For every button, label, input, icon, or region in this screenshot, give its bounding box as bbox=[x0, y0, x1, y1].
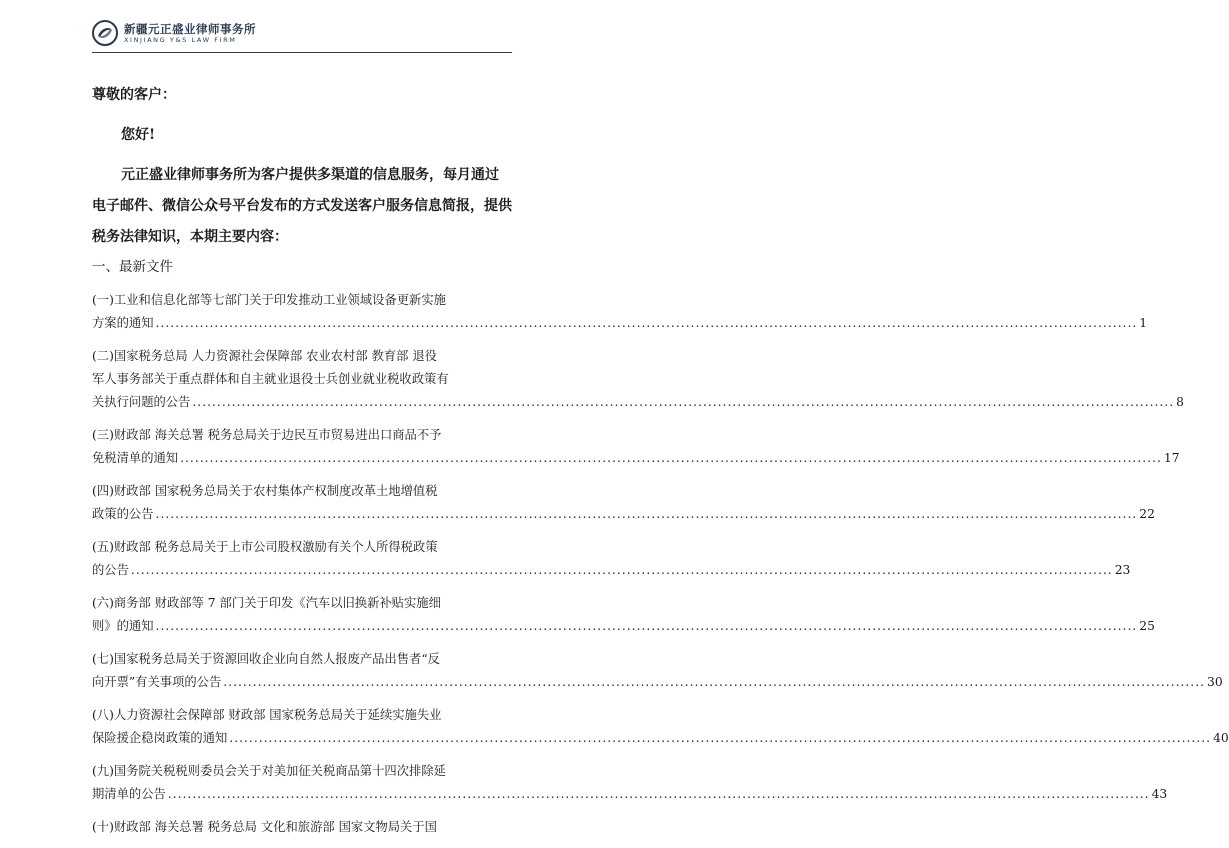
toc-entry-title-end: 政策的公告 bbox=[92, 507, 154, 521]
toc-entry-last-line bbox=[92, 391, 1184, 414]
salutation: 尊敬的客户： bbox=[92, 87, 176, 103]
toc-entry-title-end: 免税清单的通知 bbox=[92, 451, 179, 465]
firm-logo-icon bbox=[92, 20, 118, 46]
toc-page-number: 30 bbox=[1207, 675, 1223, 689]
toc-entry[interactable] bbox=[92, 704, 1229, 750]
toc-entry-line: (五)财政部 税务总局关于上市公司股权激励有关个人所得税政策 bbox=[92, 540, 438, 554]
letter-body bbox=[92, 70, 1229, 839]
toc-entry[interactable] bbox=[92, 816, 512, 839]
toc-page-number: 25 bbox=[1139, 619, 1155, 633]
toc-entry-line: (十)财政部 海关总署 税务总局 文化和旅游部 国家文物局关于国 bbox=[92, 820, 437, 834]
toc-entry-line: (八)人力资源社会保障部 财政部 国家税务总局关于延续实施失业 bbox=[92, 708, 442, 722]
toc-entry-last-line bbox=[92, 615, 1155, 638]
toc-entry-title-end: 向开票”有关事项的公告 bbox=[92, 675, 222, 689]
toc-entry-title-end: 则》的通知 bbox=[92, 619, 154, 633]
toc-entry[interactable] bbox=[92, 760, 1168, 806]
toc-entry-line: 军人事务部关于重点群体和自主就业退役士兵创业就业税收政策有 bbox=[92, 372, 449, 386]
toc-entry-line: (三)财政部 海关总署 税务总局关于边民互市贸易进出口商品不予 bbox=[92, 428, 442, 442]
toc-page-number: 40 bbox=[1213, 731, 1229, 745]
toc-leader-dots: ........................................................................................................................................................................................................ bbox=[192, 395, 1175, 409]
toc-entry-line: (六)商务部 财政部等 7 部门关于印发《汽车以旧换新补贴实施细 bbox=[92, 596, 441, 610]
toc-entry-title-end: 的公告 bbox=[92, 563, 129, 577]
toc-page-number: 8 bbox=[1176, 395, 1184, 409]
toc-leader-dots: ........................................................................................................................................................................................................ bbox=[167, 787, 1150, 801]
toc-leader-dots: ........................................................................................................................................................................................................ bbox=[130, 563, 1113, 577]
toc-entry-line: (七)国家税务总局关于资源回收企业向自然人报废产品出售者“反 bbox=[92, 652, 440, 666]
toc-entry-title-end: 方案的通知 bbox=[92, 316, 154, 330]
toc-page-number: 23 bbox=[1114, 563, 1131, 577]
toc-entry[interactable] bbox=[92, 345, 1184, 414]
toc-entry-title-end: 期清单的公告 bbox=[92, 787, 166, 801]
firm-name-cn: 新疆元正盛业律师事务所 bbox=[124, 22, 256, 36]
toc-entry-last-line bbox=[92, 727, 1229, 750]
toc-entry[interactable] bbox=[92, 648, 1223, 694]
toc-entry-line: (二)国家税务总局 人力资源社会保障部 农业农村部 教育部 退役 bbox=[92, 349, 437, 363]
hello-line: 您好! bbox=[121, 127, 156, 143]
toc-leader-dots: ........................................................................................................................................................................................................ bbox=[155, 316, 1138, 330]
toc-page-number: 17 bbox=[1163, 451, 1180, 465]
toc-entry[interactable] bbox=[92, 592, 1155, 638]
toc-entry-last-line bbox=[92, 783, 1168, 806]
toc-entry[interactable] bbox=[92, 536, 1131, 582]
toc-leader-dots: ........................................................................................................................................................................................................ bbox=[229, 731, 1212, 745]
table-of-contents bbox=[92, 289, 1229, 839]
toc-entry-last-line bbox=[92, 312, 1148, 335]
toc-entry-last-line bbox=[92, 671, 1223, 694]
toc-entry-line: (九)国务院关税税则委员会关于对美加征关税商品第十四次排除延 bbox=[92, 764, 446, 778]
toc-entry[interactable] bbox=[92, 424, 1180, 470]
letterhead bbox=[92, 18, 512, 48]
toc-entry-last-line bbox=[92, 447, 1180, 470]
header-divider bbox=[92, 52, 512, 53]
toc-leader-dots: ........................................................................................................................................................................................................ bbox=[155, 507, 1138, 521]
toc-leader-dots: ........................................................................................................................................................................................................ bbox=[180, 451, 1162, 465]
toc-entry-title-end: 关执行问题的公告 bbox=[92, 395, 191, 409]
toc-entry[interactable] bbox=[92, 289, 1148, 335]
toc-page-number: 1 bbox=[1139, 316, 1148, 330]
toc-entry-line: (四)财政部 国家税务总局关于农村集体产权制度改革土地增值税 bbox=[92, 484, 438, 498]
toc-leader-dots: ........................................................................................................................................................................................................ bbox=[155, 619, 1138, 633]
toc-entry-last-line bbox=[92, 559, 1131, 582]
toc-entry-line: (一)工业和信息化部等七部门关于印发推动工业领域设备更新实施 bbox=[92, 293, 446, 307]
toc-entry-last-line bbox=[92, 503, 1155, 526]
toc-page-number: 22 bbox=[1139, 507, 1155, 521]
toc-entry-title-end: 保险援企稳岗政策的通知 bbox=[92, 731, 228, 745]
toc-page-number: 43 bbox=[1151, 787, 1168, 801]
toc-entry[interactable] bbox=[92, 480, 1155, 526]
intro-paragraph: 元正盛业律师事务所为客户提供多渠道的信息服务，每月通过电子邮件、微信公众号平台发布的方式发送客户服务信息简报，提供税务法律知识，本期主要内容： bbox=[92, 167, 512, 245]
firm-name-en: XINJIANG Y&S LAW FIRM bbox=[124, 36, 237, 44]
toc-leader-dots: ........................................................................................................................................................................................................ bbox=[223, 675, 1206, 689]
section-title: 一、最新文件 bbox=[92, 259, 173, 275]
